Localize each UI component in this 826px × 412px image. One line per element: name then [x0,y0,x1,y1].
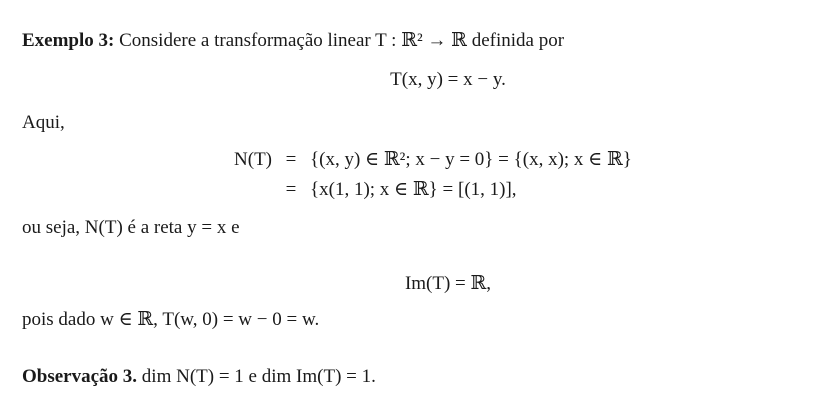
kernel-line-2: {x(1, 1); x ∈ ℝ} = [(1, 1)], [310,179,517,200]
kernel-lhs-empty [220,178,272,202]
kernel-equals-2: = [285,179,297,200]
kernel-equals-1: = [285,149,297,170]
kernel-equation-array [220,148,632,202]
kernel-line-1: {(x, y) ∈ ℝ²; x − y = 0} = {(x, x); x ∈ ℝ} [310,149,632,170]
example-heading [22,29,564,53]
example-intro: Considere a transformação linear T : ℝ² → ℝ definida por [119,30,565,51]
kernel-lhs: N(T) [234,149,272,170]
reta-text: ou seja, N(T) é a reta y = x e [22,217,240,238]
image-equation: Im(T) = ℝ, [404,273,492,294]
observation-label: Observação 3. [22,366,138,387]
aqui-text: Aqui, [22,112,65,133]
example-label: Exemplo 3: [22,30,115,51]
observation [22,365,376,389]
pois-text: pois dado w ∈ ℝ, T(w, 0) = w − 0 = w. [22,309,320,330]
observation-text: dim N(T) = 1 e dim Im(T) = 1. [141,366,376,387]
definition-equation: T(x, y) = x − y. [390,69,506,90]
